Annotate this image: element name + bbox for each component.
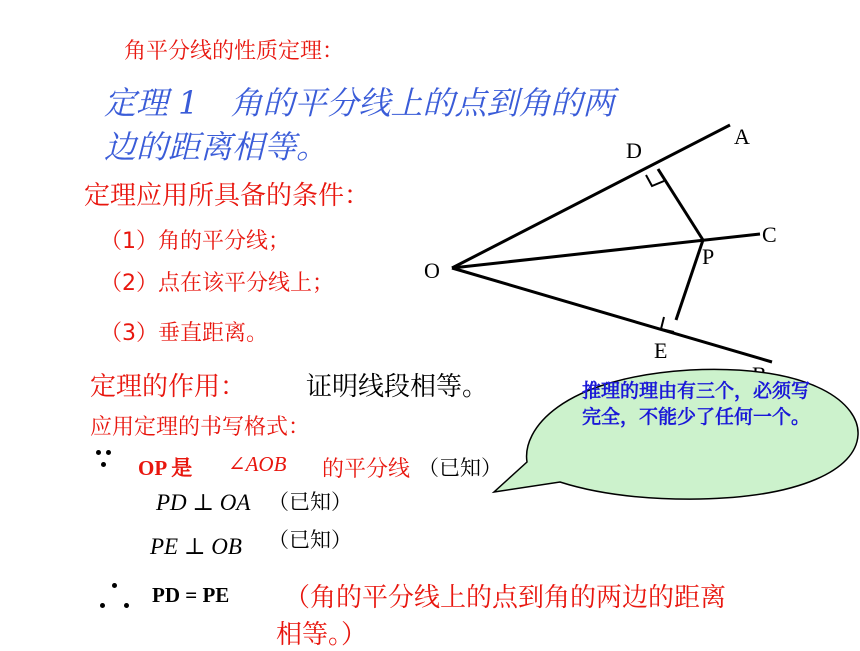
- theorem-line-2: 边的距离相等。: [104, 128, 329, 166]
- role-value: 证明线段相等。: [306, 372, 489, 402]
- role-label: 定理的作用：: [90, 372, 247, 402]
- condition-item-3: （3）垂直距离。: [100, 321, 268, 346]
- callout-text: 推理的理由有三个，必须写完全，不能少了任何一个。: [581, 380, 810, 428]
- proof-line1-bisector: 的平分线: [322, 457, 411, 482]
- label-P: P: [702, 244, 715, 269]
- proof-line2-expr: PD ⊥ OA: [156, 490, 251, 515]
- conclusion-reason-1: （角的平分线上的点到角的两边的距离: [284, 583, 727, 613]
- label-A: A: [734, 124, 750, 149]
- condition-item-2: （2）点在该平分线上；: [100, 271, 334, 296]
- label-O: O: [424, 258, 440, 283]
- proof-line3-expr: PE ⊥ OB: [150, 534, 242, 559]
- proof-line3-reason: （已知）: [268, 528, 352, 552]
- condition-item-1: （1）角的平分线；: [100, 229, 290, 254]
- proof-line1-op: OP 是: [138, 456, 193, 480]
- theorem-line-1: 定理 1 角的平分线上的点到角的两: [104, 84, 615, 122]
- label-E: E: [654, 338, 668, 363]
- proof-line1-angle: ∠AOB: [228, 452, 287, 476]
- conclusion-reason-2: 相等。）: [276, 620, 368, 650]
- format-title: 应用定理的书写格式：: [90, 415, 311, 440]
- conclusion-expr: PD = PE: [152, 583, 230, 607]
- heading: 角平分线的性质定理：: [124, 39, 345, 64]
- label-D: D: [626, 138, 642, 163]
- proof-line1-reason: （已知）: [418, 456, 502, 480]
- label-C: C: [762, 222, 777, 247]
- proof-line2-reason: （已知）: [268, 490, 352, 514]
- conditions-title: 定理应用所具备的条件：: [84, 181, 371, 211]
